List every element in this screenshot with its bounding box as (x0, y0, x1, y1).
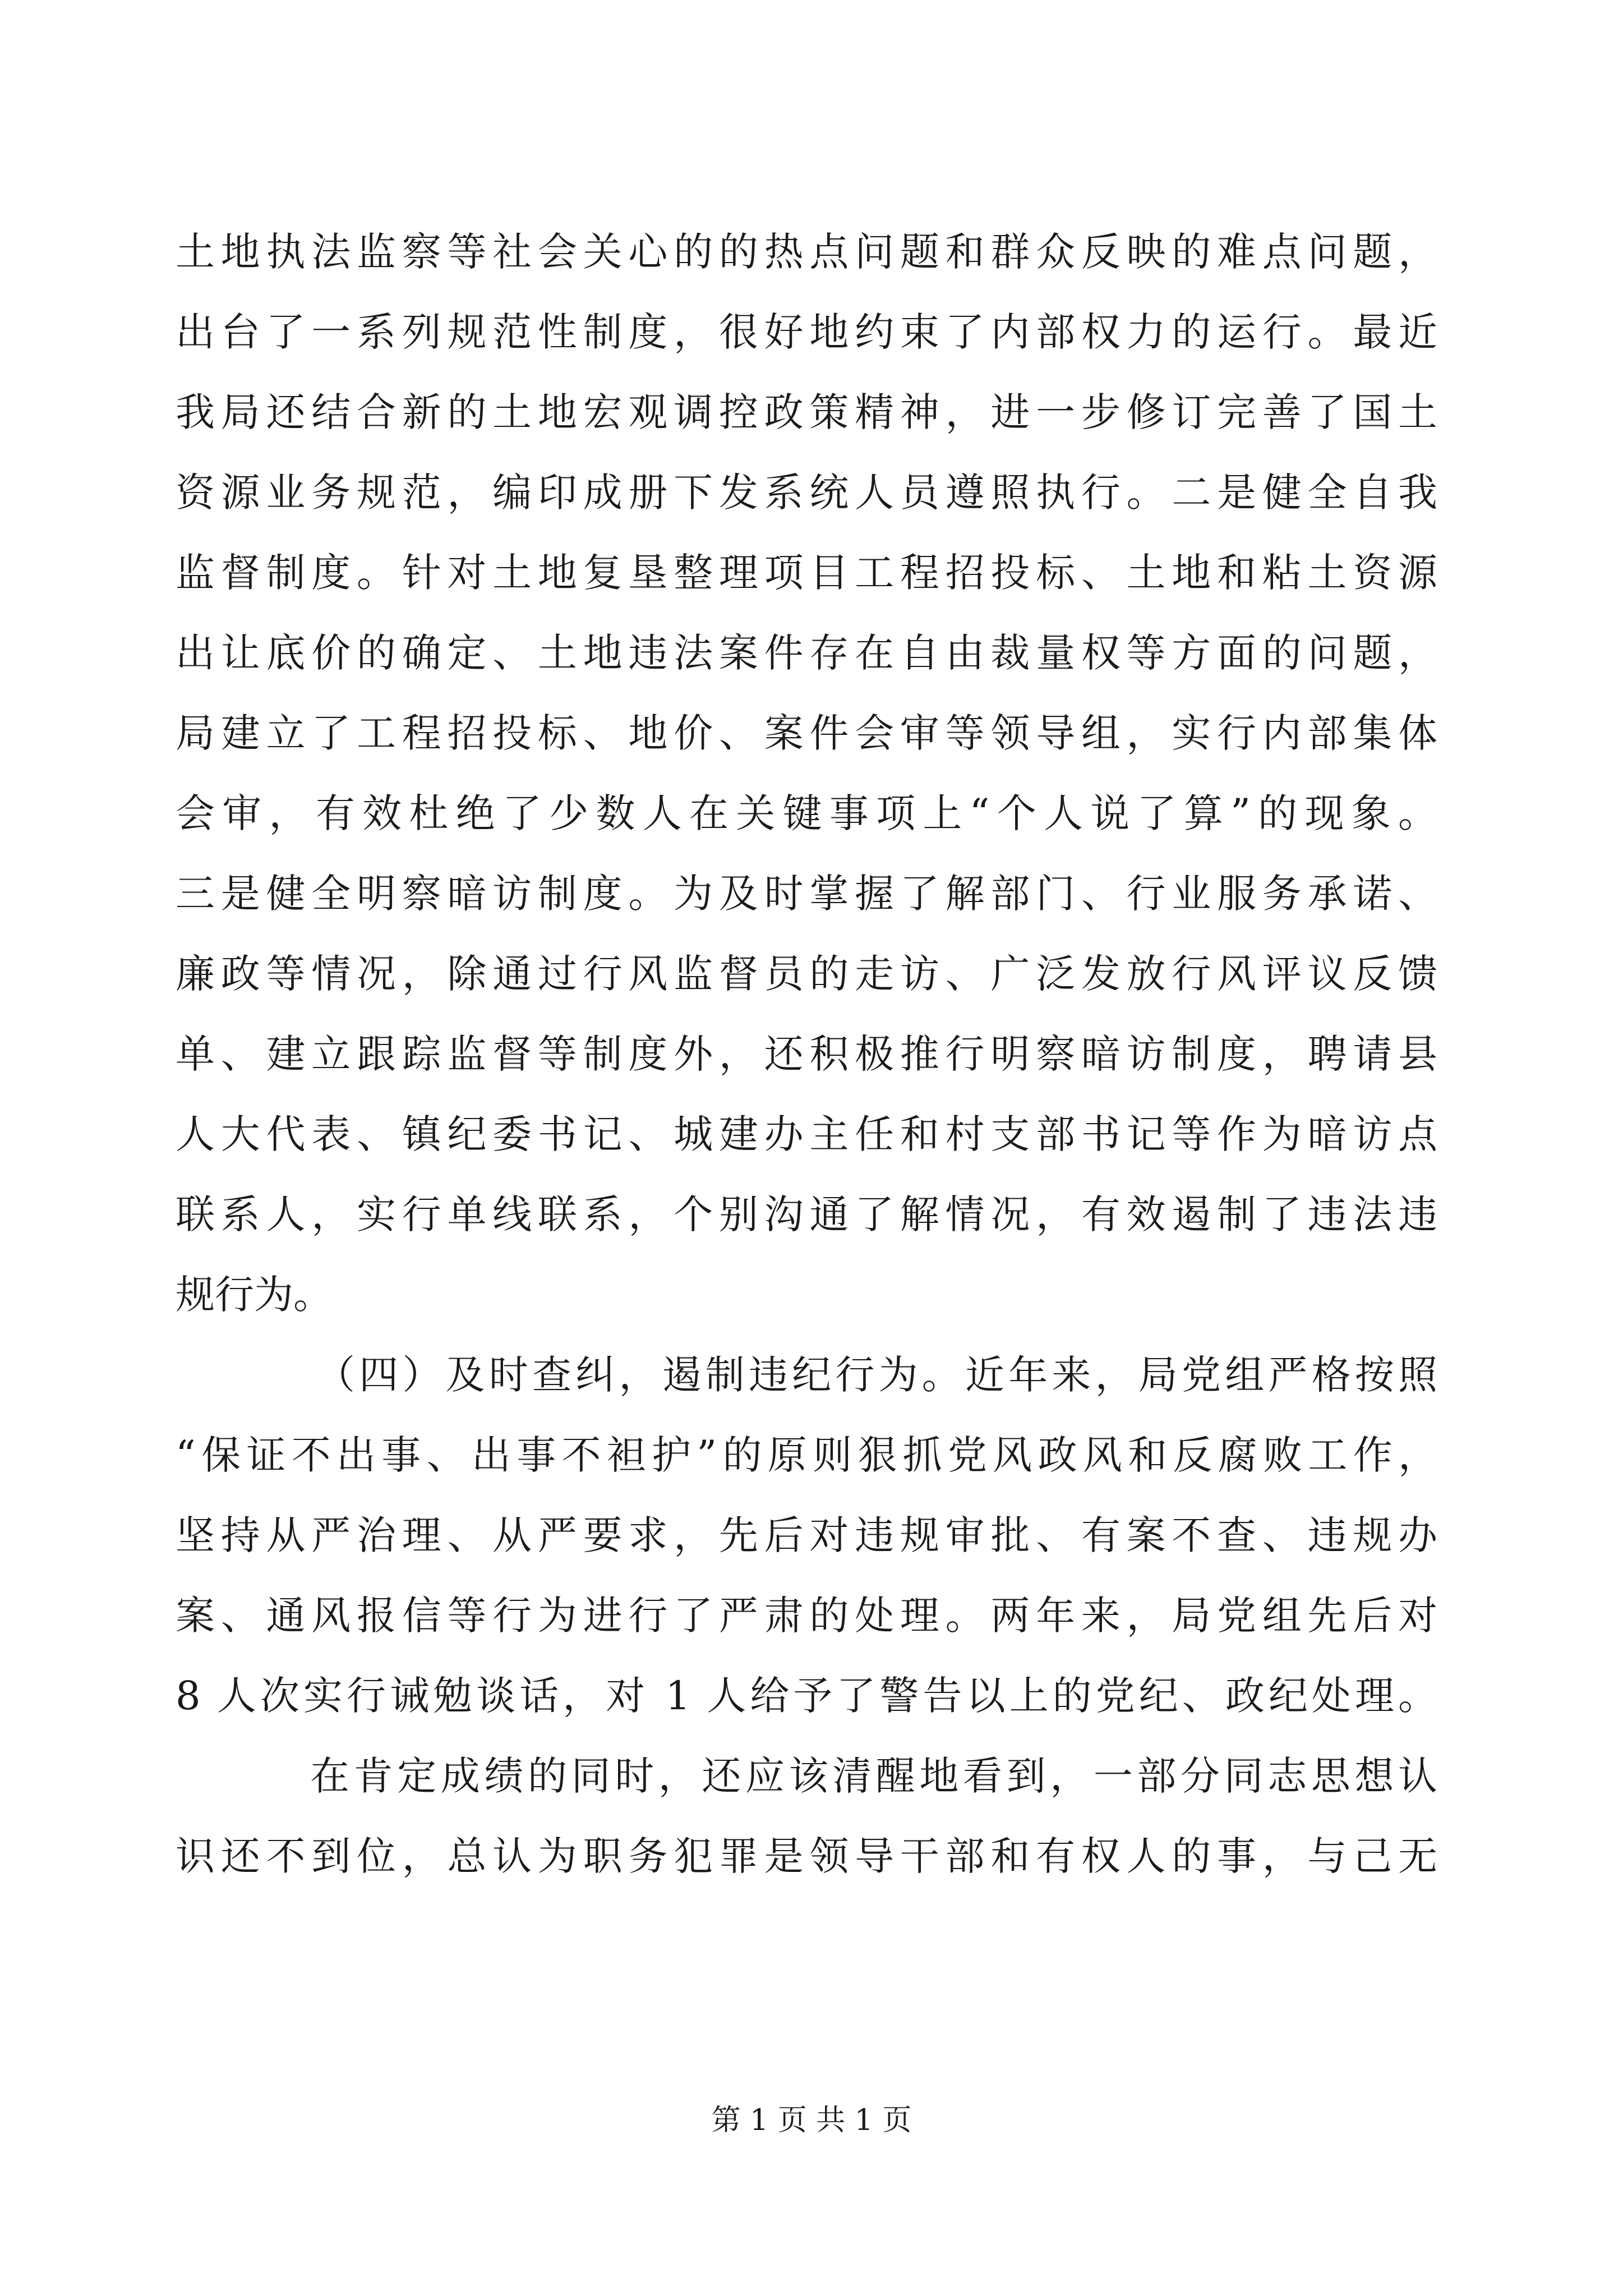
text-line: 识还不到位，总认为职务犯罪是领导干部和有权人的事，与己无 (176, 1833, 1437, 1879)
text-line: 坚持从严治理、从严要求，先后对违规审批、有案不查、违规办 (176, 1512, 1437, 1558)
paragraph-start-line: 在肯定成绩的同时，还应该清醒地看到，一部分同志思想认 (310, 1753, 1437, 1799)
text-line: 规行为。 (176, 1272, 333, 1318)
text-line: 单、建立跟踪监督等制度外，还积极推行明察暗访制度，聘请县 (176, 1031, 1437, 1077)
page-number-footer: 第 1 页 共 1 页 (711, 2104, 912, 2137)
text-line: 土地执法监察等社会关心的的热点问题和群众反映的难点问题， (176, 229, 1437, 275)
text-line: 出台了一系列规范性制度，很好地约束了内部权力的运行。最近 (176, 309, 1437, 355)
text-line: 8 人次实行诫勉谈话，对 1 人给予了警告以上的党纪、政纪处理。 (176, 1673, 1437, 1719)
text-line: 三是健全明察暗访制度。为及时掌握了解部门、行业服务承诺、 (176, 871, 1437, 917)
text-line: 资源业务规范，编印成册下发系统人员遵照执行。二是健全自我 (176, 470, 1437, 516)
text-line: 联系人，实行单线联系，个别沟通了解情况，有效遏制了违法违 (176, 1191, 1437, 1237)
text-line: 局建立了工程招投标、地价、案件会审等领导组，实行内部集体 (176, 710, 1437, 756)
text-line: “保证不出事、出事不袒护”的原则狠抓党风政风和反腐败工作， (176, 1432, 1437, 1478)
paragraph-heading-line: （四）及时查纠，遏制违纪行为。近年来，局党组严格按照 (316, 1352, 1437, 1398)
text-line: 监督制度。针对土地复垦整理项目工程招投标、土地和粘土资源 (176, 550, 1437, 596)
document-body (176, 212, 1437, 1897)
text-line: 出让底价的确定、土地违法案件存在自由裁量权等方面的问题， (176, 630, 1437, 676)
text-line: 廉政等情况，除通过行风监督员的走访、广泛发放行风评议反馈 (176, 951, 1437, 997)
text-line: 人大代表、镇纪委书记、城建办主任和村支部书记等作为暗访点 (176, 1111, 1437, 1157)
text-line: 案、通风报信等行为进行了严肃的处理。两年来，局党组先后对 (176, 1593, 1437, 1639)
text-line: 会审，有效杜绝了少数人在关键事项上“个人说了算”的现象。 (176, 790, 1437, 836)
text-line: 我局还结合新的土地宏观调控政策精神，进一步修订完善了国土 (176, 389, 1437, 435)
